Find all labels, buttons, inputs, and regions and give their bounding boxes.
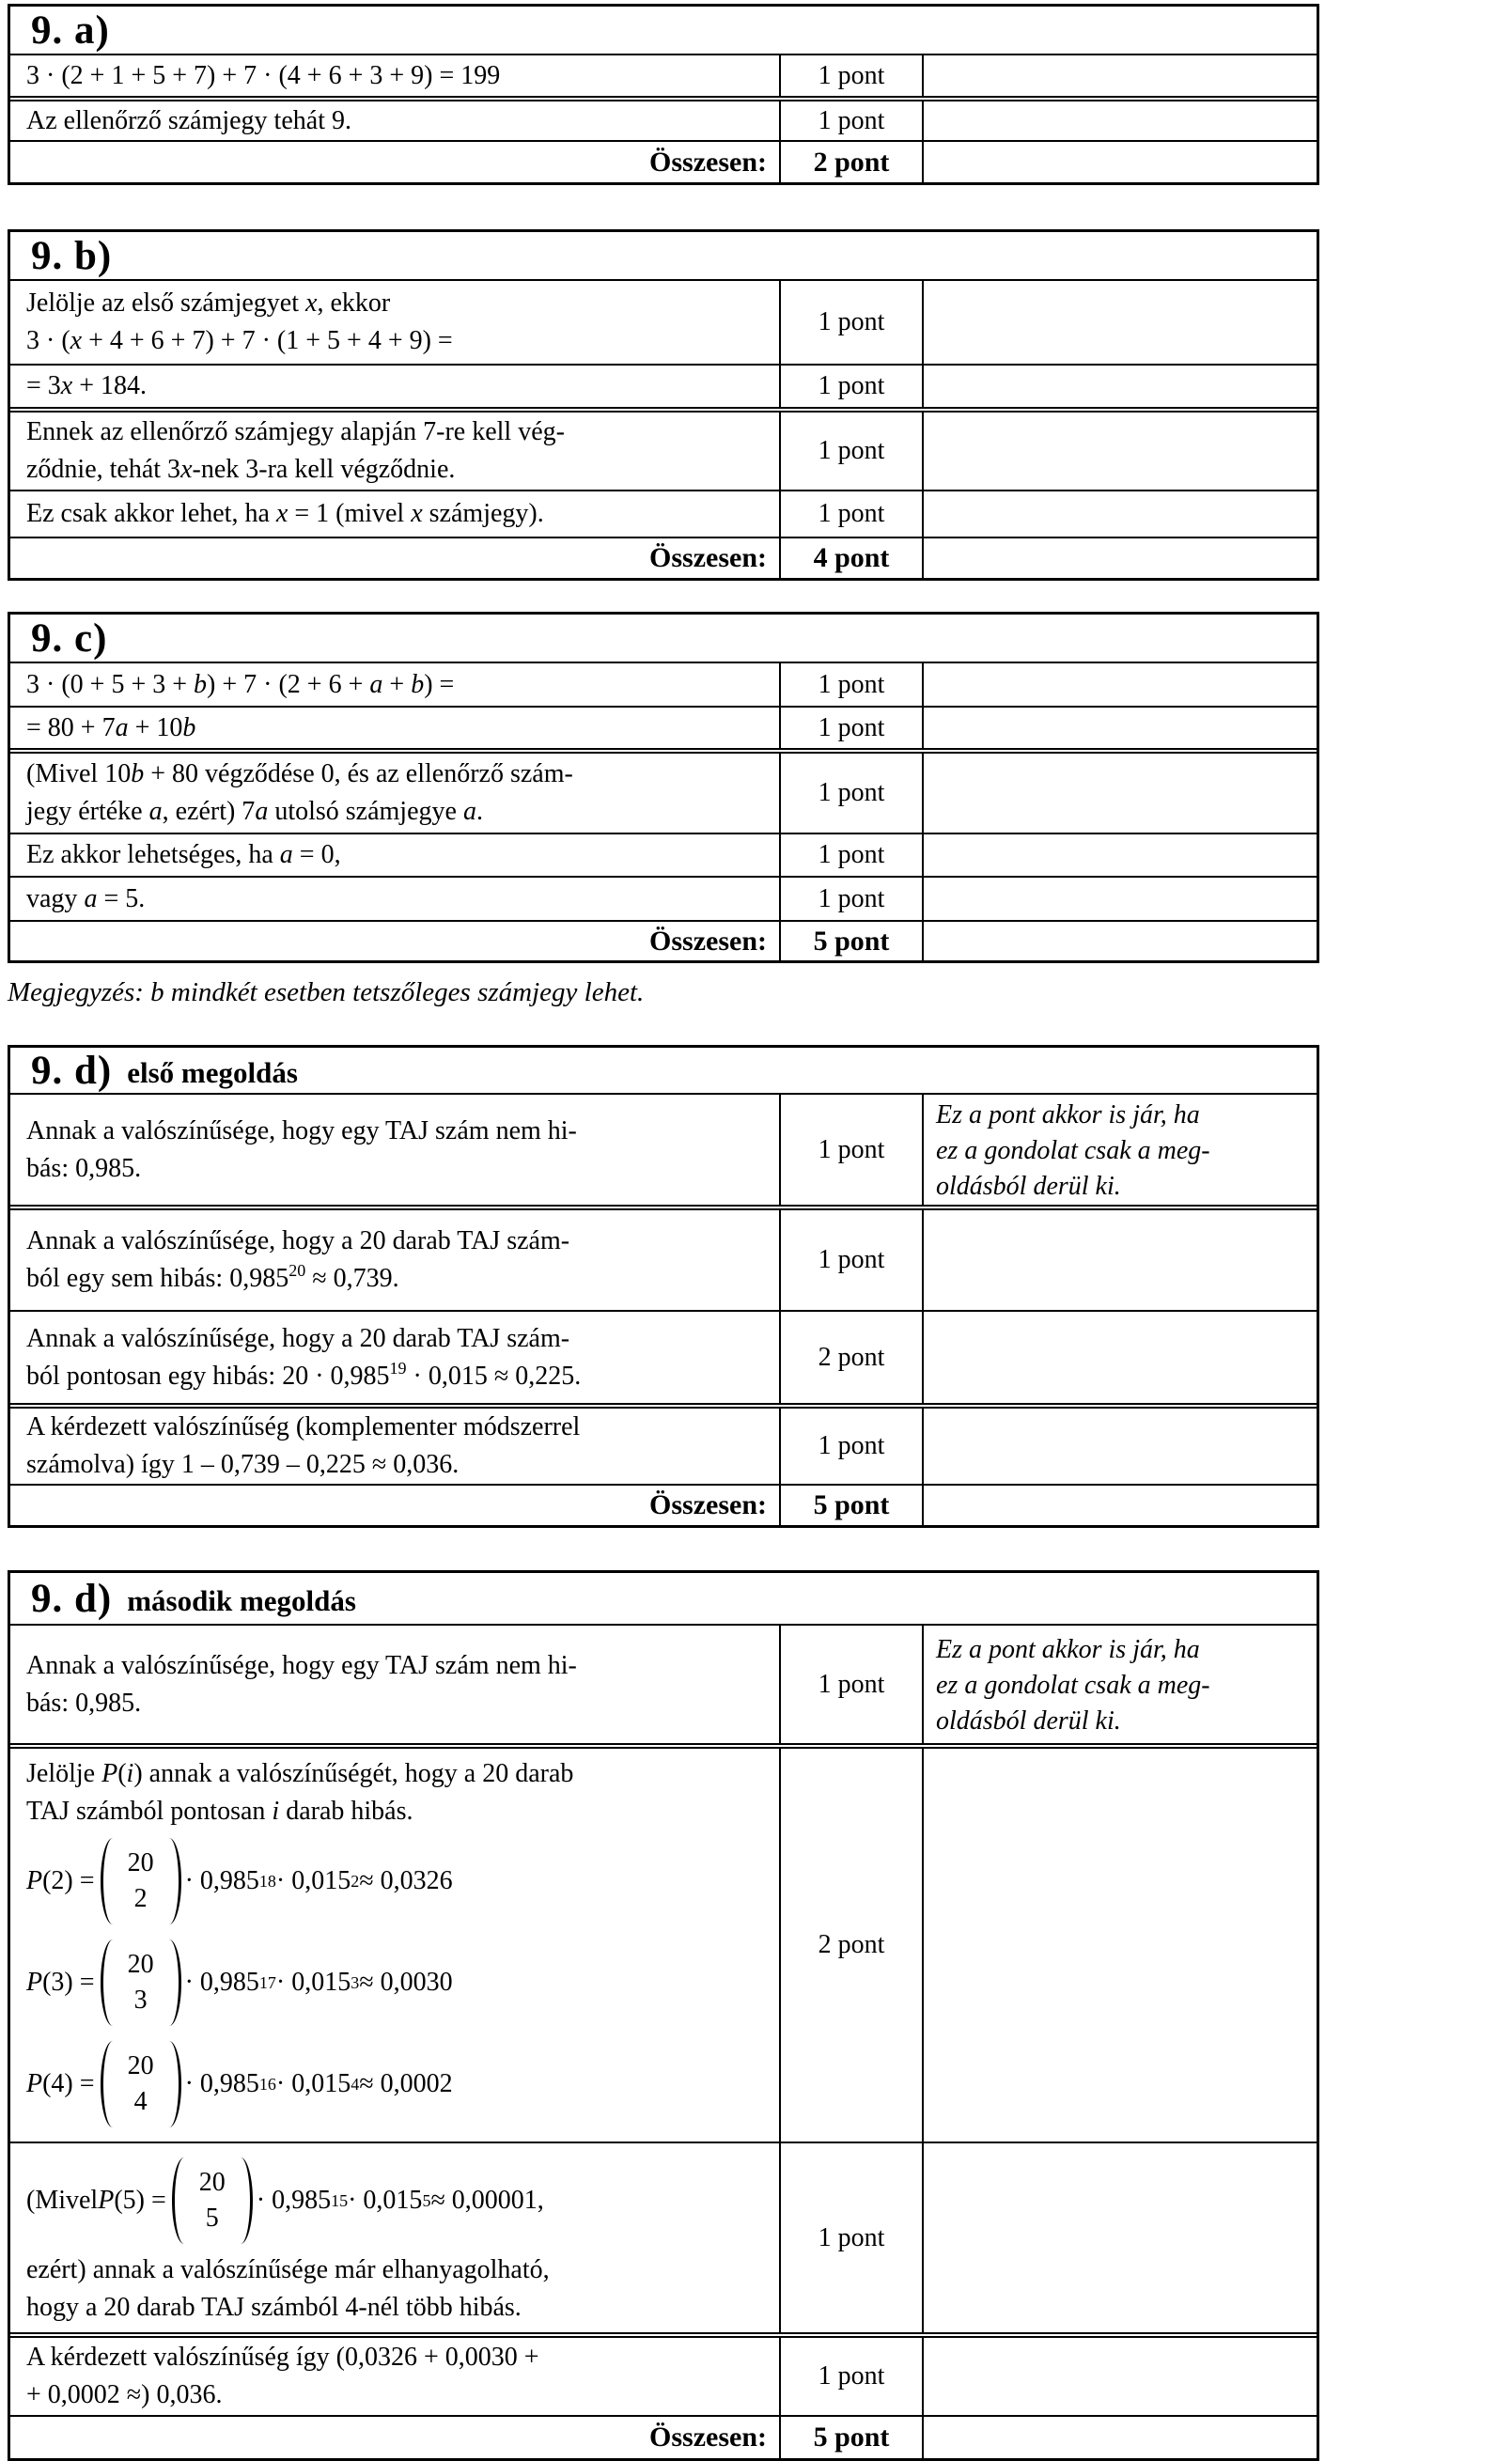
examiner-note-cell [924, 366, 1317, 407]
summary-label: Összesen: [649, 146, 767, 178]
binomial-coefficient [101, 1939, 181, 2026]
binomial-paren-right [157, 1838, 181, 1924]
text-line: = 3x + 184. [26, 371, 148, 400]
formula-line: (Mivel P (5) = 20 5 · 0,985 15 · 0,015 5 ≈ 0,00001, [26, 2150, 770, 2251]
points-cell: 1 pont [781, 663, 924, 706]
examiner-note-cell [924, 708, 1317, 748]
examiner-note-cell [924, 1486, 1317, 1525]
solution-cell [10, 142, 781, 182]
binomial-bottom: 4 [133, 2087, 148, 2116]
text-line: Ez akkor lehetséges, ha a = 0, [26, 840, 341, 869]
points-cell: 2 pont [781, 1749, 924, 2142]
points-cell: 2 pont [781, 142, 924, 182]
text-line: Ez a pont akkor is jár, ha [936, 1634, 1200, 1664]
examiner-note-cell [924, 491, 1317, 537]
summary-label: Összesen: [649, 925, 767, 957]
binomial-paren-right [157, 1939, 181, 2026]
text-line: Ennek az ellenőrző számjegy alapján 7-re kell vég- [26, 417, 565, 446]
points-cell: 5 pont [781, 2417, 924, 2458]
section-subtitle: első megoldás [127, 1056, 298, 1089]
table-row [10, 748, 1317, 833]
solution-cell [10, 663, 781, 706]
section-number: 9. d) [31, 1576, 113, 1621]
examiner-note-cell [924, 2338, 1317, 2415]
examiner-note-cell [924, 1409, 1317, 1484]
points-cell: 5 pont [781, 1486, 924, 1525]
solution-cell [10, 55, 781, 96]
points-cell: 1 pont [781, 878, 924, 920]
solution-cell [10, 878, 781, 920]
text-line: Az ellenőrző számjegy tehát 9. [26, 105, 351, 135]
section-subtitle: második megoldás [127, 1584, 356, 1617]
text-line: hogy a 20 darab TAJ számból 4-nél több hibás. [26, 2292, 522, 2322]
summary-row [10, 2415, 1317, 2458]
summary-row [10, 140, 1317, 182]
points-cell: 1 pont [781, 366, 924, 407]
solution-cell [10, 101, 781, 140]
solution-cell [10, 491, 781, 537]
examiner-note-cell [924, 55, 1317, 96]
formula-line: P (4) = 20 4 · 0,985 16 · 0,015 4 ≈ 0,0002 [26, 2033, 770, 2135]
text-line: 3 · (x + 4 + 6 + 7) + 7 · (1 + 5 + 4 + 9) = [26, 326, 453, 355]
table-row [10, 2332, 1317, 2415]
table-row [10, 1310, 1317, 1403]
table-row [10, 833, 1317, 876]
examiner-note-cell [924, 142, 1317, 182]
text-line: jegy értéke a, ezért) 7a utolsó számjegye a. [26, 797, 483, 826]
binomial-top: 20 [127, 1848, 154, 1877]
section-number: 9. b) [31, 233, 113, 278]
summary-label: Összesen: [649, 1489, 767, 1520]
points-cell: 1 pont [781, 55, 924, 96]
table-9b [8, 229, 1319, 581]
examiner-note-cell [924, 1749, 1317, 2142]
solution-cell [10, 1626, 781, 1743]
text-line: Annak a valószínűsége, hogy a 20 darab TAJ szám- [26, 1226, 570, 1255]
formula-line: P (3) = 20 3 · 0,985 17 · 0,015 3 ≈ 0,0030 [26, 1932, 770, 2033]
summary-row [10, 920, 1317, 960]
examiner-note-cell [924, 2417, 1317, 2458]
examiner-note-cell [924, 834, 1317, 876]
text-line: ződnie, tehát 3x-nek 3-ra kell végződnie. [26, 455, 456, 484]
text-line: oldásból derül ki. [936, 1171, 1121, 1201]
table-9c [8, 612, 1319, 963]
binomial-paren-right [228, 2157, 253, 2244]
points-cell: 1 pont [781, 281, 924, 364]
examiner-note-cell [924, 1626, 1317, 1743]
points-cell: 1 pont [781, 101, 924, 140]
text-line: TAJ számból pontosan i darab hibás. [26, 1797, 413, 1826]
text-line: 3 · (2 + 1 + 5 + 7) + 7 · (4 + 6 + 3 + 9) = 199 [26, 60, 501, 90]
table-row [10, 876, 1317, 920]
table-row [10, 1743, 1317, 2142]
text-line: + 0,0002 ≈) 0,036. [26, 2380, 223, 2409]
binomial-bottom: 3 [133, 1986, 148, 2015]
table-row [10, 1624, 1317, 1743]
text-line: Annak a valószínűsége, hogy egy TAJ szám nem hi- [26, 1650, 577, 1680]
table-row [10, 2142, 1317, 2332]
solution-cell [10, 413, 781, 490]
examiner-note-cell [924, 281, 1317, 364]
solution-cell [10, 2417, 781, 2458]
points-cell: 2 pont [781, 1312, 924, 1403]
solution-cell [10, 1095, 781, 1205]
solution-cell [10, 366, 781, 407]
table-row [10, 407, 1317, 490]
examiner-note-cell [924, 413, 1317, 490]
binomial-bottom: 2 [133, 1884, 148, 1913]
points-cell: 1 pont [781, 1210, 924, 1310]
text-line: Ez a pont akkor is jár, ha [936, 1099, 1200, 1129]
table-9d-first-solution [8, 1045, 1319, 1528]
text-line: bás: 0,985. [26, 1688, 142, 1718]
text-line: vagy a = 5. [26, 883, 146, 913]
points-cell: 1 pont [781, 754, 924, 833]
points-cell: 1 pont [781, 708, 924, 748]
solution-cell [10, 1749, 781, 2142]
binomial-coefficient [101, 2041, 181, 2127]
solution-cell [10, 2338, 781, 2415]
solution-cell [10, 922, 781, 960]
examiner-note-cell [924, 538, 1317, 578]
examiner-note-cell [924, 1312, 1317, 1403]
table-row [10, 662, 1317, 706]
section-number: 9. c) [31, 615, 108, 661]
text-line: ból egy sem hibás: $0,985^{20} \approx 0,739$. [26, 1261, 399, 1293]
text-line: 3 · (0 + 5 + 3 + b) + 7 · (2 + 6 + a + b) = [26, 669, 455, 699]
text-line: A kérdezett valószínűség így (0,0326 + 0,0030 + [26, 2343, 539, 2372]
examiner-note-cell [924, 754, 1317, 833]
text-line: oldásból derül ki. [936, 1706, 1121, 1736]
points-cell: 1 pont [781, 413, 924, 490]
section-header [10, 1573, 1317, 1624]
table-row [10, 1205, 1317, 1310]
examiner-note-cell [924, 1095, 1317, 1205]
section-header [10, 1048, 1317, 1093]
formula-line: P (2) = 20 2 · 0,985 18 · 0,015 2 ≈ 0,0326 [26, 1830, 770, 1932]
summary-label: Összesen: [649, 2422, 767, 2453]
examiner-note-cell [924, 663, 1317, 706]
text-line: Jelölje az első számjegyet x, ekkor [26, 288, 391, 318]
text-line: ez a gondolat csak a meg- [936, 1135, 1210, 1165]
section-header [10, 7, 1317, 54]
table-row [10, 1093, 1317, 1205]
binomial-top: 20 [127, 2051, 154, 2080]
solution-cell [10, 708, 781, 748]
binomial-coefficient [101, 1838, 181, 1924]
text-line: ból pontosan egy hibás: $20 \cdot 0,985^{19} \cdot 0,015 \approx 0,225$. [26, 1358, 582, 1391]
summary-row [10, 1484, 1317, 1525]
examiner-note-cell [924, 878, 1317, 920]
table-row [10, 54, 1317, 96]
points-cell: 1 pont [781, 1409, 924, 1484]
text-line: számolva) így 1 – 0,739 – 0,225 ≈ 0,036. [26, 1450, 460, 1479]
table-row [10, 364, 1317, 407]
text-line: Jelölje P(i) annak a valószínűségét, hogy a 20 darab [26, 1759, 574, 1788]
section-number: 9. a) [31, 8, 110, 53]
section-header [10, 232, 1317, 279]
text-line: Annak a valószínűsége, hogy a 20 darab TAJ szám- [26, 1323, 570, 1353]
note-9c: Megjegyzés: b mindkét esetben tetszőleges számjegy lehet. [8, 977, 645, 1007]
summary-row [10, 537, 1317, 578]
table-row [10, 706, 1317, 748]
binomial-coefficient [172, 2157, 253, 2244]
table-9d-second-solution [8, 1570, 1319, 2461]
binomial-top: 20 [127, 1950, 154, 1979]
table-row [10, 279, 1317, 364]
text-line: = 80 + 7a + 10b [26, 712, 196, 742]
text-line: bás: 0,985. [26, 1153, 142, 1183]
solution-cell [10, 538, 781, 578]
section-header [10, 615, 1317, 662]
solution-cell [10, 754, 781, 833]
points-cell: 1 pont [781, 1626, 924, 1743]
summary-label: Összesen: [649, 542, 767, 573]
solution-cell [10, 1210, 781, 1310]
binomial-paren-right [157, 2041, 181, 2127]
solution-cell [10, 1409, 781, 1484]
table-row [10, 490, 1317, 537]
points-cell: 1 pont [781, 2143, 924, 2332]
text-line: ez a gondolat csak a meg- [936, 1670, 1210, 1700]
points-cell: 5 pont [781, 922, 924, 960]
table-row [10, 96, 1317, 140]
text-line: ezért) annak a valószínűsége már elhanyagolható, [26, 2254, 550, 2284]
examiner-note-cell [924, 101, 1317, 140]
examiner-note-cell [924, 2143, 1317, 2332]
table-9a [8, 4, 1319, 185]
text-line: Annak a valószínűsége, hogy egy TAJ szám nem hi- [26, 1115, 577, 1145]
points-cell: 1 pont [781, 491, 924, 537]
text-line: A kérdezett valószínűség (komplementer módszerrel [26, 1412, 581, 1441]
section-number: 9. d) [31, 1048, 113, 1093]
examiner-note-cell [924, 922, 1317, 960]
solution-cell [10, 1312, 781, 1403]
points-cell: 1 pont [781, 2338, 924, 2415]
points-cell: 1 pont [781, 834, 924, 876]
solution-cell [10, 834, 781, 876]
text-line: Ez csak akkor lehet, ha x = 1 (mivel x számjegy). [26, 499, 544, 528]
points-cell: 4 pont [781, 538, 924, 578]
binomial-top: 20 [198, 2167, 226, 2197]
examiner-note-cell [924, 1210, 1317, 1310]
solution-cell [10, 1486, 781, 1525]
text-line: (Mivel 10b + 80 végződése 0, és az ellenőrző szám- [26, 759, 573, 788]
binomial-bottom: 5 [205, 2203, 219, 2233]
solution-cell [10, 2143, 781, 2332]
table-row [10, 1403, 1317, 1484]
solution-cell [10, 281, 781, 364]
points-cell: 1 pont [781, 1095, 924, 1205]
